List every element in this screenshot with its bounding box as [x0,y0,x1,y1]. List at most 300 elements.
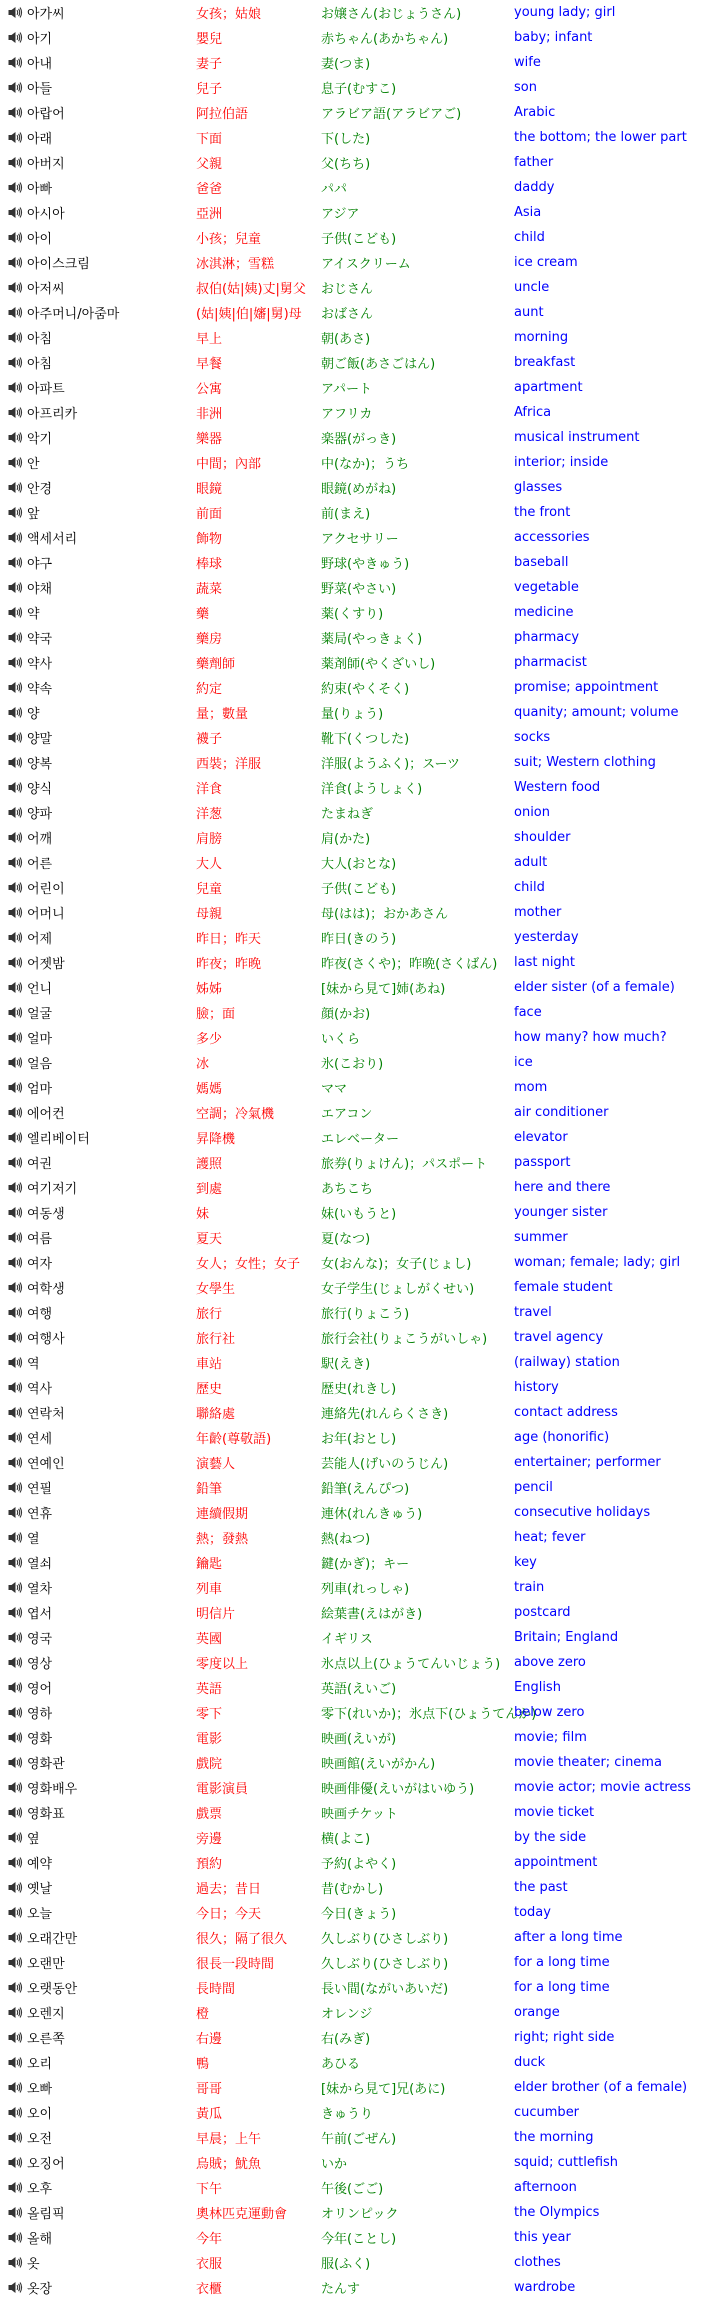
speaker-icon[interactable] [8,381,22,394]
speaker-icon[interactable] [8,1981,22,1994]
japanese-word: 映画俳優(えいがはいゆう) [321,1782,475,1797]
chinese-word: 洋葱 [196,807,223,822]
korean-word: 안경 [27,482,53,497]
speaker-icon[interactable] [8,2281,22,2294]
vocab-row [0,1325,720,1350]
speaker-icon[interactable] [8,1381,22,1394]
english-word: after a long time [514,1930,623,1945]
vocab-row [0,975,720,1000]
korean-word: 영화배우 [27,1782,78,1797]
vocab-row [0,175,720,200]
english-word: Arabic [514,105,556,120]
vocab-row [0,1725,720,1750]
speaker-icon[interactable] [8,581,22,594]
english-word: son [514,80,537,95]
korean-word: 어깨 [27,832,53,847]
english-word: passport [514,1155,571,1170]
speaker-icon[interactable] [8,131,22,144]
speaker-icon[interactable] [8,831,22,844]
speaker-icon[interactable] [8,656,22,669]
korean-word: 여자 [27,1257,53,1272]
japanese-word: 下(した) [321,132,371,147]
vocab-row [0,875,720,900]
japanese-word: 熱(ねつ) [321,1532,371,1547]
korean-word: 여학생 [27,1282,65,1297]
speaker-icon[interactable] [8,2131,22,2144]
japanese-word: [妹から見て]兄(あに) [321,2082,446,2097]
korean-word: 올해 [27,2232,53,2247]
english-word: consecutive holidays [514,1505,651,1520]
korean-word: 얼음 [27,1057,53,1072]
japanese-word: 洋服(ようふく)；スーツ [321,757,460,772]
chinese-word: 樂器 [196,432,223,447]
chinese-word: 電影 [196,1732,223,1747]
speaker-icon[interactable] [8,1256,22,1269]
vocab-row [0,1300,720,1325]
speaker-icon[interactable] [8,1506,22,1519]
speaker-icon[interactable] [8,1906,22,1919]
speaker-icon[interactable] [8,431,22,444]
korean-word: 오랫동안 [27,1982,78,1997]
chinese-word: 年齡(尊敬語) [196,1432,272,1447]
japanese-word: 前(まえ) [321,507,371,522]
vocab-row [0,825,720,850]
speaker-icon[interactable] [8,1081,22,1094]
korean-word: 양복 [27,757,53,772]
vocab-row [0,1200,720,1225]
chinese-word: 藥 [196,607,210,622]
korean-word: 오른쪽 [27,2032,65,2047]
speaker-icon[interactable] [8,1606,22,1619]
korean-word: 아내 [27,57,53,72]
english-word: movie ticket [514,1805,595,1820]
japanese-word: アジア [321,207,360,222]
chinese-word: 早晨；上午 [196,2132,262,2147]
english-word: accessories [514,530,590,545]
vocab-row [0,900,720,925]
speaker-icon[interactable] [8,6,22,19]
korean-word: 오래간만 [27,1932,78,1947]
japanese-word: いくら [321,1032,361,1047]
chinese-word: 明信片 [196,1607,236,1622]
vocab-row [0,575,720,600]
korean-word: 아빠 [27,182,53,197]
vocab-row [0,1675,720,1700]
chinese-word: 臉；面 [196,1007,236,1022]
speaker-icon[interactable] [8,2106,22,2119]
vocab-row [0,1000,720,1025]
speaker-icon[interactable] [8,1731,22,1744]
japanese-word: アフリカ [321,407,373,422]
korean-word: 오늘 [27,1907,53,1922]
english-word: above zero [514,1655,586,1670]
korean-word: 악기 [27,432,53,447]
japanese-word: 大人(おとな) [321,857,397,872]
japanese-word: 服(ふく) [321,2257,371,2272]
speaker-icon[interactable] [8,806,22,819]
english-word: aunt [514,305,544,320]
japanese-word: 英語(えいご) [321,1682,397,1697]
speaker-icon[interactable] [8,1356,22,1369]
english-word: father [514,155,554,170]
speaker-icon[interactable] [8,1056,22,1069]
vocab-row [0,0,720,25]
chinese-word: 母親 [196,907,223,922]
japanese-word: 駅(えき) [321,1357,371,1372]
speaker-icon[interactable] [8,306,22,319]
chinese-word: 襪子 [196,732,223,747]
korean-word: 옛날 [27,1882,53,1897]
speaker-icon[interactable] [8,606,22,619]
speaker-icon[interactable] [8,356,22,369]
speaker-icon[interactable] [8,906,22,919]
chinese-word: 姊姊 [196,982,223,997]
english-word: the bottom; the lower part [514,130,687,145]
speaker-icon[interactable] [8,106,22,119]
speaker-icon[interactable] [8,2056,22,2069]
chinese-word: 女學生 [196,1282,236,1297]
english-word: below zero [514,1705,585,1720]
speaker-icon[interactable] [8,1831,22,1844]
japanese-word: 女(おんな)；女子(じょし) [321,1257,472,1272]
japanese-word: おじさん [321,282,374,297]
korean-word: 여기저기 [27,1182,78,1197]
speaker-icon[interactable] [8,531,22,544]
english-word: entertainer; performer [514,1455,661,1470]
vocab-row [0,1500,720,1525]
vocab-row [0,800,720,825]
english-word: (railway) station [514,1355,620,1370]
speaker-icon[interactable] [8,2181,22,2194]
japanese-word: 息子(むすこ) [321,82,397,97]
japanese-word: 零下(れいか)；氷点下(ひょうてんか) [321,1707,537,1722]
korean-word: 오빠 [27,2082,53,2097]
korean-word: 여권 [27,1157,53,1172]
speaker-icon[interactable] [8,1956,22,1969]
chinese-word: 兒子 [196,82,223,97]
speaker-icon[interactable] [8,331,22,344]
chinese-word: 衣櫃 [196,2282,223,2297]
japanese-word: 量(りょう) [321,707,384,722]
speaker-icon[interactable] [8,1781,22,1794]
korean-word: 예약 [27,1857,53,1872]
speaker-icon[interactable] [8,1281,22,1294]
korean-word: 어른 [27,857,53,872]
korean-word: 옆 [27,1832,40,1847]
korean-word: 영화표 [27,1807,65,1822]
english-word: female student [514,1280,613,1295]
japanese-word: 約束(やくそく) [321,682,410,697]
speaker-icon[interactable] [8,406,22,419]
chinese-word: 護照 [196,1157,223,1172]
chinese-word: 黃瓜 [196,2107,223,2122]
speaker-icon[interactable] [8,1206,22,1219]
vocab-row [0,250,720,275]
japanese-word: あひる [321,2057,361,2072]
speaker-icon[interactable] [8,981,22,994]
vocab-row [0,1700,720,1725]
speaker-icon[interactable] [8,781,22,794]
english-word: last night [514,955,576,970]
korean-word: 오후 [27,2182,53,2197]
vocab-row [0,1825,720,1850]
korean-word: 어제 [27,932,53,947]
chinese-word: 熱；發熱 [196,1532,249,1547]
japanese-word: アパート [321,382,372,397]
chinese-word: 聯絡處 [196,1407,236,1422]
chinese-word: 過去；昔日 [196,1882,262,1897]
english-word: pencil [514,1480,553,1495]
japanese-word: オレンジ [321,2007,373,2022]
english-word: Africa [514,405,552,420]
speaker-icon[interactable] [8,1556,22,1569]
speaker-icon[interactable] [8,706,22,719]
korean-word: 야채 [27,582,53,597]
english-word: daddy [514,180,555,195]
chinese-word: 昨夜；昨晚 [196,957,262,972]
speaker-icon[interactable] [8,856,22,869]
speaker-icon[interactable] [8,1006,22,1019]
vocab-row [0,2250,720,2275]
english-word: ice [514,1055,533,1070]
korean-word: 엘리베이터 [27,1132,90,1147]
korean-word: 역사 [27,1382,53,1397]
chinese-word: 鉛筆 [196,1482,223,1497]
speaker-icon[interactable] [8,956,22,969]
speaker-icon[interactable] [8,456,22,469]
speaker-icon[interactable] [8,2206,22,2219]
speaker-icon[interactable] [8,1806,22,1819]
vocab-row [0,700,720,725]
speaker-icon[interactable] [8,1881,22,1894]
korean-word: 어머니 [27,907,65,922]
vocab-row [0,1750,720,1775]
japanese-word: 薬剤師(やくざいし) [321,657,436,672]
japanese-word: お年(おとし) [321,1432,397,1447]
korean-word: 오징어 [27,2157,65,2172]
speaker-icon[interactable] [8,231,22,244]
japanese-word: たんす [321,2282,361,2297]
chinese-word: 兒童 [196,882,223,897]
japanese-word: 氷(こおり) [321,1057,384,1072]
vocab-row [0,1900,720,1925]
korean-word: 옷 [27,2257,40,2272]
english-word: yesterday [514,930,579,945]
japanese-word: 薬(くすり) [321,607,384,622]
korean-word: 영국 [27,1632,53,1647]
vocab-row [0,2025,720,2050]
speaker-icon[interactable] [8,156,22,169]
speaker-icon[interactable] [8,881,22,894]
chinese-word: 妹 [196,1207,210,1222]
vocab-row [0,350,720,375]
chinese-word: 量；數量 [196,707,249,722]
speaker-icon[interactable] [8,1756,22,1769]
chinese-word: 約定 [196,682,223,697]
speaker-icon[interactable] [8,1581,22,1594]
vocab-row [0,950,720,975]
english-word: appointment [514,1855,598,1870]
japanese-word: 昨日(きのう) [321,932,397,947]
speaker-icon[interactable] [8,1131,22,1144]
speaker-icon[interactable] [8,1156,22,1169]
chinese-word: 藥房 [196,632,223,647]
korean-word: 아프리카 [27,407,78,422]
korean-word: 아침 [27,357,53,372]
speaker-icon[interactable] [8,1856,22,1869]
speaker-icon[interactable] [8,631,22,644]
english-word: apartment [514,380,583,395]
speaker-icon[interactable] [8,1656,22,1669]
speaker-icon[interactable] [8,1706,22,1719]
chinese-word: 很久；隔了很久 [196,1932,288,1947]
english-word: wife [514,55,541,70]
english-word: Western food [514,780,601,795]
speaker-icon[interactable] [8,1681,22,1694]
chinese-word: 長時間 [196,1982,236,1997]
speaker-icon[interactable] [8,1181,22,1194]
korean-word: 약국 [27,632,53,647]
korean-word: 아가씨 [27,7,65,22]
speaker-icon[interactable] [8,1031,22,1044]
speaker-icon[interactable] [8,281,22,294]
korean-word: 옷장 [27,2282,53,2297]
english-word: movie theater; cinema [514,1755,662,1770]
speaker-icon[interactable] [8,181,22,194]
speaker-icon[interactable] [8,1331,22,1344]
speaker-icon[interactable] [8,1931,22,1944]
english-word: shoulder [514,830,571,845]
japanese-word: 右(みぎ) [321,2032,371,2047]
speaker-icon[interactable] [8,1306,22,1319]
vocab-row [0,1450,720,1475]
english-word: mom [514,1080,548,1095]
speaker-icon[interactable] [8,1481,22,1494]
speaker-icon[interactable] [8,1431,22,1444]
english-word: the front [514,505,571,520]
speaker-icon[interactable] [8,206,22,219]
vocab-row [0,2125,720,2150]
chinese-word: 大人 [196,857,223,872]
chinese-word: 列車 [196,1582,223,1597]
korean-word: 양말 [27,732,53,747]
korean-word: 오이 [27,2107,53,2122]
speaker-icon[interactable] [8,56,22,69]
english-word: interior; inside [514,455,609,470]
speaker-icon[interactable] [8,481,22,494]
english-word: postcard [514,1605,571,1620]
vocab-row [0,1150,720,1175]
speaker-icon[interactable] [8,1631,22,1644]
speaker-icon[interactable] [8,2156,22,2169]
japanese-word: 旅券(りょけん)；パスポート [321,1157,488,1172]
chinese-word: 旁邊 [196,1832,223,1847]
speaker-icon[interactable] [8,931,22,944]
korean-word: 연필 [27,1482,53,1497]
vocab-row [0,550,720,575]
speaker-icon[interactable] [8,2231,22,2244]
chinese-word: (姑|姨|伯|嬸|舅)母 [196,307,302,322]
speaker-icon[interactable] [8,81,22,94]
speaker-icon[interactable] [8,2081,22,2094]
speaker-icon[interactable] [8,506,22,519]
vocab-row [0,1050,720,1075]
speaker-icon[interactable] [8,756,22,769]
speaker-icon[interactable] [8,2031,22,2044]
vocab-row [0,2200,720,2225]
chinese-word: 藥劑師 [196,657,236,672]
chinese-word: 哥哥 [196,2082,223,2097]
speaker-icon[interactable] [8,731,22,744]
korean-word: 여동생 [27,1207,65,1222]
korean-word: 오리 [27,2057,53,2072]
japanese-word: 旅行会社(りょこうがいしゃ) [321,1332,488,1347]
chinese-word: 西裝；洋服 [196,757,262,772]
korean-word: 아침 [27,332,53,347]
chinese-word: 到處 [196,1182,223,1197]
chinese-word: 車站 [196,1357,223,1372]
vocab-row [0,1275,720,1300]
vocab-row [0,1800,720,1825]
english-word: wardrobe [514,2280,576,2295]
vocab-row [0,1250,720,1275]
speaker-icon[interactable] [8,1231,22,1244]
korean-word: 엽서 [27,1607,53,1622]
korean-word: 영하 [27,1707,53,1722]
english-word: this year [514,2230,571,2245]
korean-word: 영어 [27,1682,53,1697]
chinese-word: 亞洲 [196,207,223,222]
speaker-icon[interactable] [8,31,22,44]
korean-word: 앞 [27,507,40,522]
vocab-row [0,50,720,75]
speaker-icon[interactable] [8,1406,22,1419]
english-word: pharmacy [514,630,580,645]
english-word: suit; Western clothing [514,755,656,770]
speaker-icon[interactable] [8,2006,22,2019]
chinese-word: 今日；今天 [196,1907,262,1922]
chinese-word: 英語 [196,1682,223,1697]
vocab-row [0,500,720,525]
speaker-icon[interactable] [8,1531,22,1544]
vocab-row [0,625,720,650]
speaker-icon[interactable] [8,1456,22,1469]
speaker-icon[interactable] [8,556,22,569]
english-word: Britain; England [514,1630,619,1645]
korean-word: 에어컨 [27,1107,65,1122]
speaker-icon[interactable] [8,681,22,694]
japanese-word: たまねぎ [321,807,374,822]
vocab-row [0,1525,720,1550]
vocab-row [0,475,720,500]
english-word: history [514,1380,559,1395]
korean-word: 역 [27,1357,40,1372]
speaker-icon[interactable] [8,1106,22,1119]
korean-word: 오렌지 [27,2007,65,2022]
korean-word: 얼마 [27,1032,53,1047]
korean-word: 연예인 [27,1457,65,1472]
speaker-icon[interactable] [8,2256,22,2269]
korean-word: 아시아 [27,207,65,222]
japanese-word: 顔(かお) [321,1007,371,1022]
english-word: the past [514,1880,568,1895]
korean-word: 엄마 [27,1082,53,1097]
vocab-row [0,150,720,175]
japanese-word: 妹(いもうと) [321,1207,397,1222]
japanese-word: 列車(れっしゃ) [321,1582,410,1597]
speaker-icon[interactable] [8,256,22,269]
chinese-word: 女人；女性；女子 [196,1257,301,1272]
